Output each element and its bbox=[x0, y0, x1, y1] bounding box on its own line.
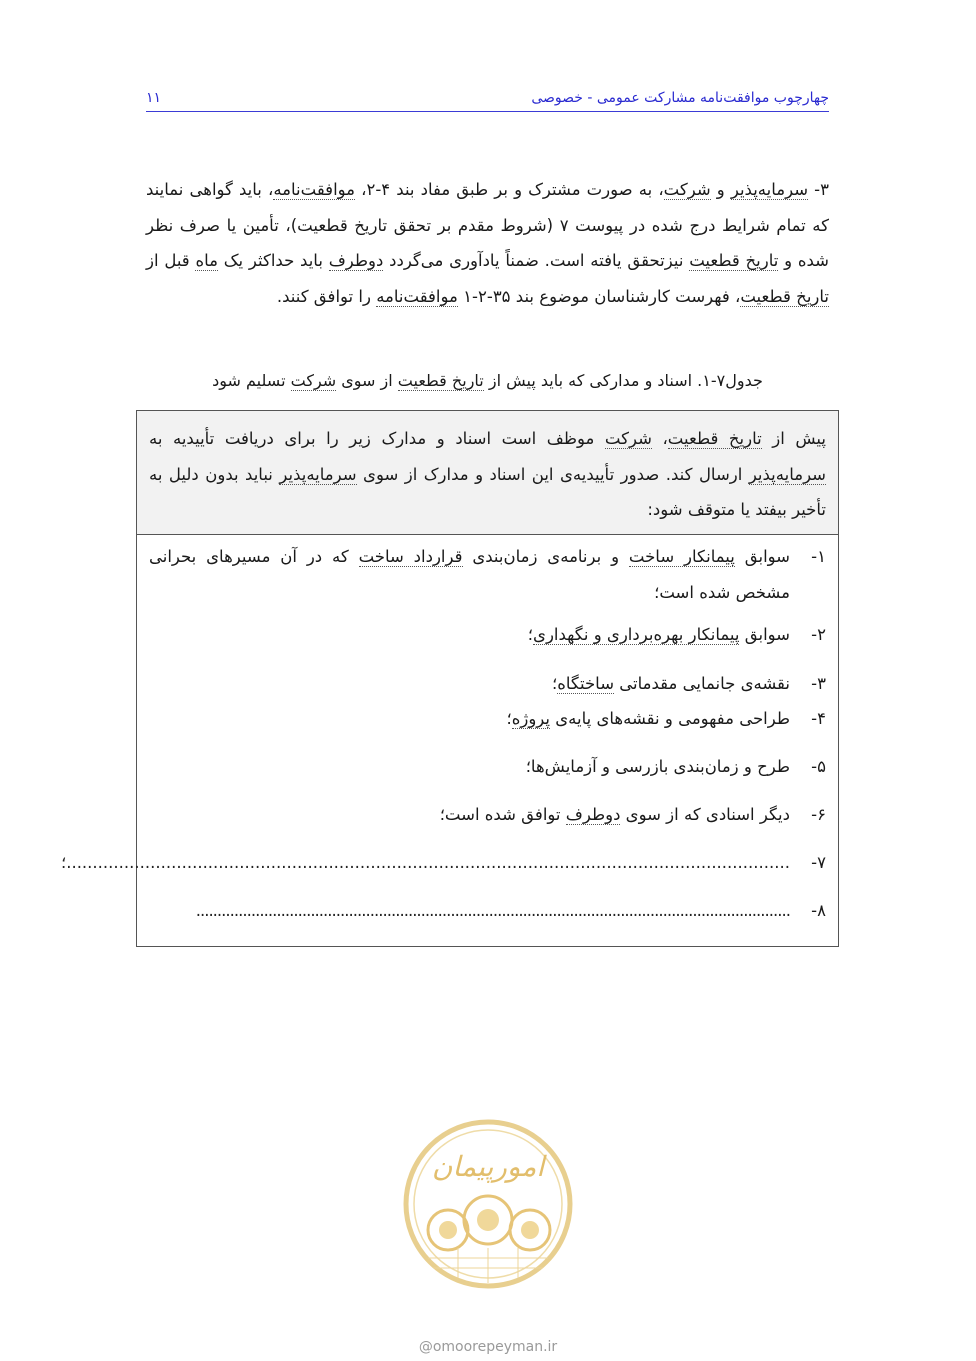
text: که در آن مسیرهای بحرانی مشخص شده است؛ bbox=[149, 547, 790, 602]
text: دیگر اسنادی که از سوی bbox=[620, 805, 790, 824]
text: طراحی مفهومی و نقشه‌های پایه‌ی bbox=[550, 709, 790, 728]
text: نیزتحقق یافته است. ضمناً یادآوری می‌گردد bbox=[383, 251, 690, 270]
list-item bbox=[196, 893, 826, 929]
term-link: تاریخ قطعیت bbox=[667, 429, 762, 448]
text: سوابق bbox=[739, 625, 790, 644]
term-link: تاریخ قطعیت bbox=[397, 371, 484, 390]
item-text: طرح و زمان‌بندی بازرسی و آزمایش‌ها؛ bbox=[525, 757, 790, 776]
table-caption bbox=[146, 366, 829, 396]
text: و برنامه‌ی زمان‌بندی bbox=[462, 547, 629, 566]
term-link: تاریخ قطعیت bbox=[740, 286, 829, 306]
watermark-logo-icon bbox=[398, 1118, 578, 1290]
term-link: شرکت bbox=[604, 429, 652, 448]
list-item bbox=[149, 539, 826, 610]
text: ۳- bbox=[808, 180, 829, 199]
text: قبل از bbox=[146, 251, 196, 270]
term-link: ماه bbox=[195, 251, 218, 270]
body-paragraph bbox=[146, 172, 829, 314]
text: تسلیم شود bbox=[212, 371, 291, 390]
list-item bbox=[506, 701, 826, 737]
text: موظف است اسناد و مدارک زیر را برای دریافت تأییدیه به bbox=[149, 429, 605, 448]
logo-text: امورپیمان bbox=[431, 1150, 545, 1183]
text: ؛ bbox=[527, 625, 534, 644]
text: ، bbox=[651, 429, 668, 448]
website-link[interactable]: @omoorepeyman.ir bbox=[418, 1339, 558, 1355]
item-number: ۶- bbox=[811, 805, 826, 824]
term-link: شرکت bbox=[663, 180, 711, 199]
text: ، باید گواهی نمایند که تمام شرایط درج شده در پیوست ۷ (شروط مقدم بر تحقق تاریخ قطعیت)، تأمین یا صرف نظر شده و bbox=[146, 180, 830, 270]
item-text bbox=[528, 617, 790, 653]
text: جدول۷-۱. اسناد و مدارکی که باید پیش از bbox=[483, 371, 763, 390]
documents-table bbox=[60, 410, 839, 947]
term-link: پیمانکار ساخت bbox=[628, 547, 735, 566]
term-link: ساختگاه bbox=[557, 674, 615, 693]
term-link: موافقت‌نامه bbox=[273, 180, 356, 199]
text: باید حداکثر یک bbox=[217, 251, 329, 270]
list-item bbox=[526, 749, 826, 785]
item-text bbox=[506, 701, 790, 737]
text: ؛ bbox=[551, 674, 558, 693]
list-item bbox=[440, 797, 826, 833]
page-header bbox=[146, 84, 829, 112]
text: سوابق bbox=[734, 547, 790, 566]
item-text bbox=[440, 797, 790, 833]
item-number: ۷- bbox=[811, 853, 826, 872]
item-text bbox=[149, 539, 790, 610]
text: توافق شده است؛ bbox=[439, 805, 566, 824]
text: ارسال کند. صدور تأییدیه‌ی این اسناد و مدارک از سوی bbox=[356, 464, 749, 484]
term-link: سرمایه‌پذیر bbox=[748, 464, 826, 484]
term-link: دوطرف bbox=[565, 805, 621, 824]
text: پیش از bbox=[761, 429, 827, 448]
item-number: ۳- bbox=[811, 674, 826, 693]
term-link: تاریخ قطعیت bbox=[689, 251, 779, 270]
text: از سوی bbox=[336, 371, 398, 390]
term-link: شرکت bbox=[290, 371, 337, 390]
text: ؛ bbox=[506, 709, 512, 728]
term-link: سرمایه‌پذیر bbox=[279, 464, 357, 484]
list-item bbox=[61, 845, 826, 881]
list-item bbox=[528, 617, 826, 653]
item-number: ۸- bbox=[811, 901, 826, 920]
term-link: سرمایه‌پذیر bbox=[730, 180, 809, 199]
item-number: ۱- bbox=[811, 547, 826, 566]
item-number: ۵- bbox=[811, 757, 826, 776]
text: نباید بدون دلیل به تأخیر بیفتد یا متوقف شود: bbox=[149, 464, 826, 519]
text: و bbox=[710, 180, 731, 199]
term-link: دوطرف bbox=[328, 251, 384, 270]
table-intro bbox=[137, 411, 838, 535]
term-link: قرارداد ساخت bbox=[358, 547, 463, 566]
item-number: ۲- bbox=[811, 625, 826, 644]
item-text bbox=[552, 666, 790, 702]
list-item bbox=[552, 666, 826, 702]
text: را توافق کنند. bbox=[276, 286, 377, 306]
text: نقشه‌ی جانمایی مقدماتی bbox=[614, 674, 790, 693]
item-number: ۴- bbox=[811, 709, 826, 728]
term-link: پروژه bbox=[511, 709, 550, 728]
text: ، فهرست کارشناسان موضوع بند ۳۵-۲-۱ bbox=[457, 286, 741, 306]
term-link: موافقت‌نامه bbox=[376, 286, 458, 306]
item-text: ............................................................................................................................................ bbox=[195, 901, 790, 920]
item-text: ..........................................................................................................................................؛ bbox=[60, 853, 790, 872]
document-title: چهارچوب موافقت‌نامه مشارکت عمومی - خصوصی bbox=[531, 89, 829, 106]
term-link: پیمانکار بهره‌برداری و نگهداری bbox=[533, 625, 740, 644]
text: ، به صورت مشترک و بر طبق مفاد بند ۴-۲، bbox=[355, 180, 664, 199]
page-number: ۱۱ bbox=[146, 89, 162, 106]
